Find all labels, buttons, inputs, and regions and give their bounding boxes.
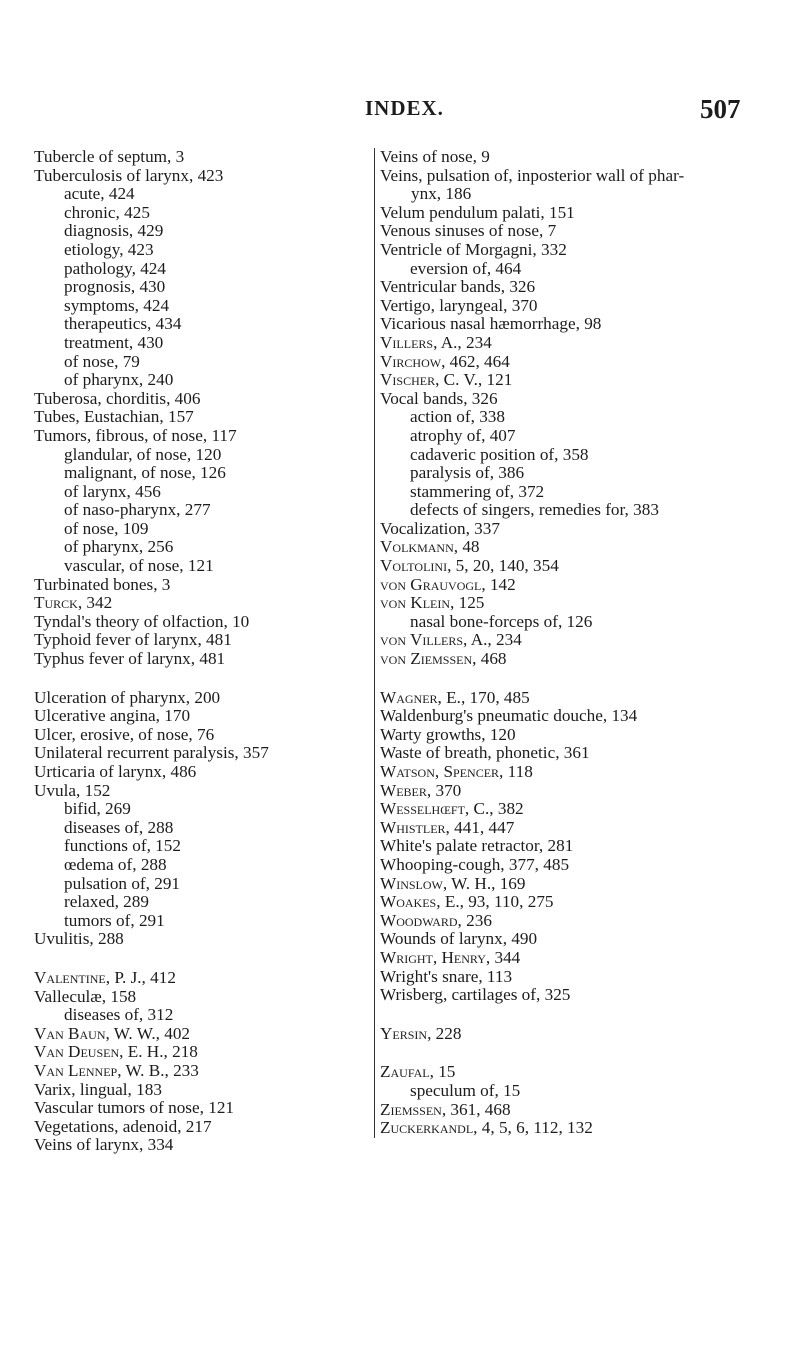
index-subentry: functions of, 152 <box>64 836 181 856</box>
index-entry: Warty growths, 120 <box>380 724 516 744</box>
index-entry: Wright, Henry, 344 <box>380 947 521 967</box>
index-subentry: of naso-pharynx, 277 <box>64 500 211 520</box>
index-entry: Ziemssen, 361, 468 <box>380 1099 511 1119</box>
index-entry: Turck, 342 <box>34 593 113 613</box>
index-entry: Vocalization, 337 <box>380 518 500 538</box>
index-entry: Tubes, Eustachian, 157 <box>34 407 194 427</box>
index-entry: Van Lennep, W. B., 233 <box>34 1060 199 1080</box>
index-subentry: relaxed, 289 <box>64 892 149 912</box>
index-subentry: diagnosis, 429 <box>64 221 164 241</box>
index-entry: Yersin, 228 <box>380 1023 462 1043</box>
index-subentry: action of, 338 <box>410 407 505 427</box>
index-subentry: of nose, 79 <box>64 351 140 371</box>
index-entry: Van Baun, W. W., 402 <box>34 1023 191 1043</box>
index-entry: von Villers, A., 234 <box>380 630 522 650</box>
index-entry: Ventricle of Morgagni, 332 <box>380 239 567 259</box>
index-entry: Whooping-cough, 377, 485 <box>380 854 570 874</box>
index-entry: Tuberosa, chorditis, 406 <box>34 388 201 408</box>
index-subentry: paralysis of, 386 <box>410 463 525 483</box>
index-entry: Tumors, fibrous, of nose, 117 <box>34 425 237 445</box>
index-entry: Ulceration of pharynx, 200 <box>34 687 221 707</box>
index-entry: Van Deusen, E. H., 218 <box>34 1042 198 1062</box>
index-subentry: of larynx, 456 <box>64 481 161 501</box>
index-entry: Uvula, 152 <box>34 780 111 800</box>
index-entry: Vischer, C. V., 121 <box>380 370 513 390</box>
index-subentry: speculum of, 15 <box>410 1080 521 1100</box>
running-title: INDEX. <box>365 96 444 120</box>
index-entry: Veins of nose, 9 <box>380 147 490 166</box>
index-subentry: atrophy of, 407 <box>410 425 516 445</box>
index-column-left <box>34 148 364 1155</box>
section-gap <box>380 1043 780 1063</box>
index-subentry: prognosis, 430 <box>64 277 166 297</box>
index-entry: Ulcer, erosive, of nose, 76 <box>34 724 215 744</box>
index-entry: Winslow, W. H., 169 <box>380 873 526 893</box>
index-subentry: stammering of, 372 <box>410 481 545 501</box>
index-entry: Weber, 370 <box>380 780 462 800</box>
index-subentry: therapeutics, 434 <box>64 314 182 334</box>
index-subentry: symptoms, 424 <box>64 295 170 315</box>
index-entry: Ulcerative angina, 170 <box>34 706 191 726</box>
index-entry: von Klein, 125 <box>380 593 485 613</box>
index-subentry: of pharynx, 240 <box>64 370 174 390</box>
index-subentry: of pharynx, 256 <box>64 537 174 557</box>
index-entry: Woakes, E., 93, 110, 275 <box>380 892 554 912</box>
index-subentry: diseases of, 312 <box>64 1005 174 1025</box>
index-entry: Watson, Spencer, 118 <box>380 762 533 781</box>
index-entry: Vicarious nasal hæmorrhage, 98 <box>380 314 602 334</box>
index-entry: Tubercle of septum, 3 <box>34 147 185 166</box>
index-entry: Unilateral recurrent paralysis, 357 <box>34 743 269 763</box>
index-entry: Venous sinuses of nose, 7 <box>380 221 557 241</box>
index-entry: von Ziemssen, 468 <box>380 649 507 669</box>
index-subentry: vascular, of nose, 121 <box>64 556 214 576</box>
index-subentry: glandular, of nose, 120 <box>64 444 222 464</box>
index-subentry: ynx, 186 <box>411 184 472 204</box>
index-subentry: eversion of, 464 <box>410 258 522 278</box>
section-gap <box>380 669 780 689</box>
page-number: 507 <box>700 94 741 124</box>
index-entry: Veins of larynx, 334 <box>34 1135 174 1155</box>
index-entry: Wrisberg, cartilages of, 325 <box>380 985 571 1005</box>
index-entry: Virchow, 462, 464 <box>380 351 510 371</box>
index-entry: Tuberculosis of larynx, 423 <box>34 165 224 185</box>
index-subentry: bifid, 269 <box>64 799 131 819</box>
index-entry: White's palate retractor, 281 <box>380 836 574 856</box>
index-entry: Vegetations, adenoid, 217 <box>34 1116 212 1136</box>
index-entry: Valentine, P. J., 412 <box>34 967 176 987</box>
index-entry: Ventricular bands, 326 <box>380 277 536 297</box>
index-entry: Waldenburg's pneumatic douche, 134 <box>380 706 638 726</box>
index-entry: Typhoid fever of larynx, 481 <box>34 630 232 650</box>
index-entry: Tyndal's theory of olfaction, 10 <box>34 611 250 631</box>
index-entry: Voltolini, 5, 20, 140, 354 <box>380 556 559 576</box>
index-entry: Zaufal, 15 <box>380 1062 456 1082</box>
index-subentry: etiology, 423 <box>64 239 154 259</box>
index-subentry: nasal bone-forceps of, 126 <box>410 611 593 631</box>
page-header <box>0 94 800 134</box>
index-subentry: acute, 424 <box>64 184 135 204</box>
index-entry: Velum pendulum palati, 151 <box>380 202 575 222</box>
index-entry: Waste of breath, phonetic, 361 <box>380 743 590 763</box>
index-entry: Wagner, E., 170, 485 <box>380 687 530 707</box>
index-entry: Villers, A., 234 <box>380 332 492 352</box>
index-subentry: tumors of, 291 <box>64 910 165 930</box>
index-entry: von Grauvogl, 142 <box>380 574 516 594</box>
index-entry: Vertigo, laryngeal, 370 <box>380 295 538 315</box>
section-gap <box>34 669 364 689</box>
index-entry: Varix, lingual, 183 <box>34 1079 162 1099</box>
index-subentry: cadaveric position of, 358 <box>410 444 589 464</box>
index-entry: Vascular tumors of nose, 121 <box>34 1098 235 1118</box>
index-entry: Vocal bands, 326 <box>380 388 498 408</box>
index-entry: Uvulitis, 288 <box>34 929 124 949</box>
index-entry: Wounds of larynx, 490 <box>380 929 538 949</box>
index-subentry: chronic, 425 <box>64 202 150 222</box>
index-entry: Zuckerkandl, 4, 5, 6, 112, 132 <box>380 1118 593 1138</box>
index-entry: Typhus fever of larynx, 481 <box>34 649 226 669</box>
index-entry: Veins, pulsation of, inposterior wall of phar- <box>380 165 685 185</box>
index-column-right <box>374 148 780 1138</box>
index-subentry: malignant, of nose, 126 <box>64 463 226 483</box>
index-subentry: defects of singers, remedies for, 383 <box>410 500 659 520</box>
index-entry: Woodward, 236 <box>380 910 492 930</box>
index-subentry: treatment, 430 <box>64 332 164 352</box>
index-entry: Wright's snare, 113 <box>380 966 513 986</box>
index-entry: Turbinated bones, 3 <box>34 574 171 594</box>
index-subentry: diseases of, 288 <box>64 817 174 837</box>
section-gap <box>380 1005 780 1025</box>
index-entry: Urticaria of larynx, 486 <box>34 762 197 781</box>
index-entry: Whistler, 441, 447 <box>380 817 515 837</box>
index-entry: Wesselhœft, C., 382 <box>380 799 524 819</box>
index-subentry: of nose, 109 <box>64 518 149 538</box>
index-subentry: pulsation of, 291 <box>64 873 181 893</box>
index-entry: Valleculæ, 158 <box>34 986 137 1006</box>
index-entry: Volkmann, 48 <box>380 537 480 557</box>
section-gap <box>34 949 364 969</box>
index-subentry: pathology, 424 <box>64 258 166 278</box>
index-subentry: œdema of, 288 <box>64 854 167 874</box>
